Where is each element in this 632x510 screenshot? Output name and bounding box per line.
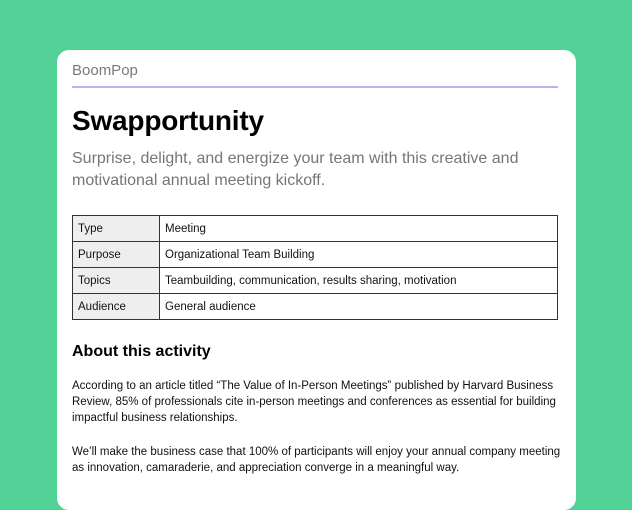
table-row xyxy=(73,294,558,320)
brand-header xyxy=(72,62,558,88)
details-key: Topics xyxy=(73,268,160,294)
details-key: Type xyxy=(73,216,160,242)
page-subtitle: Surprise, delight, and energize your team with this creative and motivational annual meeting kickoff. xyxy=(72,150,519,189)
details-key: Audience xyxy=(73,294,160,320)
about-heading: About this activity xyxy=(72,343,211,360)
page-title: Swapportunity xyxy=(72,105,264,136)
details-value: Teambuilding, communication, results sharing, motivation xyxy=(160,268,558,294)
details-table xyxy=(72,215,558,320)
table-row xyxy=(73,242,558,268)
details-value: Meeting xyxy=(160,216,558,242)
about-paragraph: We’ll make the business case that 100% of participants will enjoy your annual company meeting as innovation, camaraderie, and appreciation converge in a meaningful way. xyxy=(72,446,561,474)
details-value: General audience xyxy=(160,294,558,320)
details-value: Organizational Team Building xyxy=(160,242,558,268)
activity-card xyxy=(57,50,576,510)
details-key: Purpose xyxy=(73,242,160,268)
about-paragraph: According to an article titled “The Value of In-Person Meetings” published by Harvard Business Review, 85% of professionals cite in-person meetings and conferences as essential for building impactful business relationships. xyxy=(72,380,556,424)
table-row xyxy=(73,268,558,294)
table-row xyxy=(73,216,558,242)
brand-logo-text: BoomPop xyxy=(72,62,138,79)
